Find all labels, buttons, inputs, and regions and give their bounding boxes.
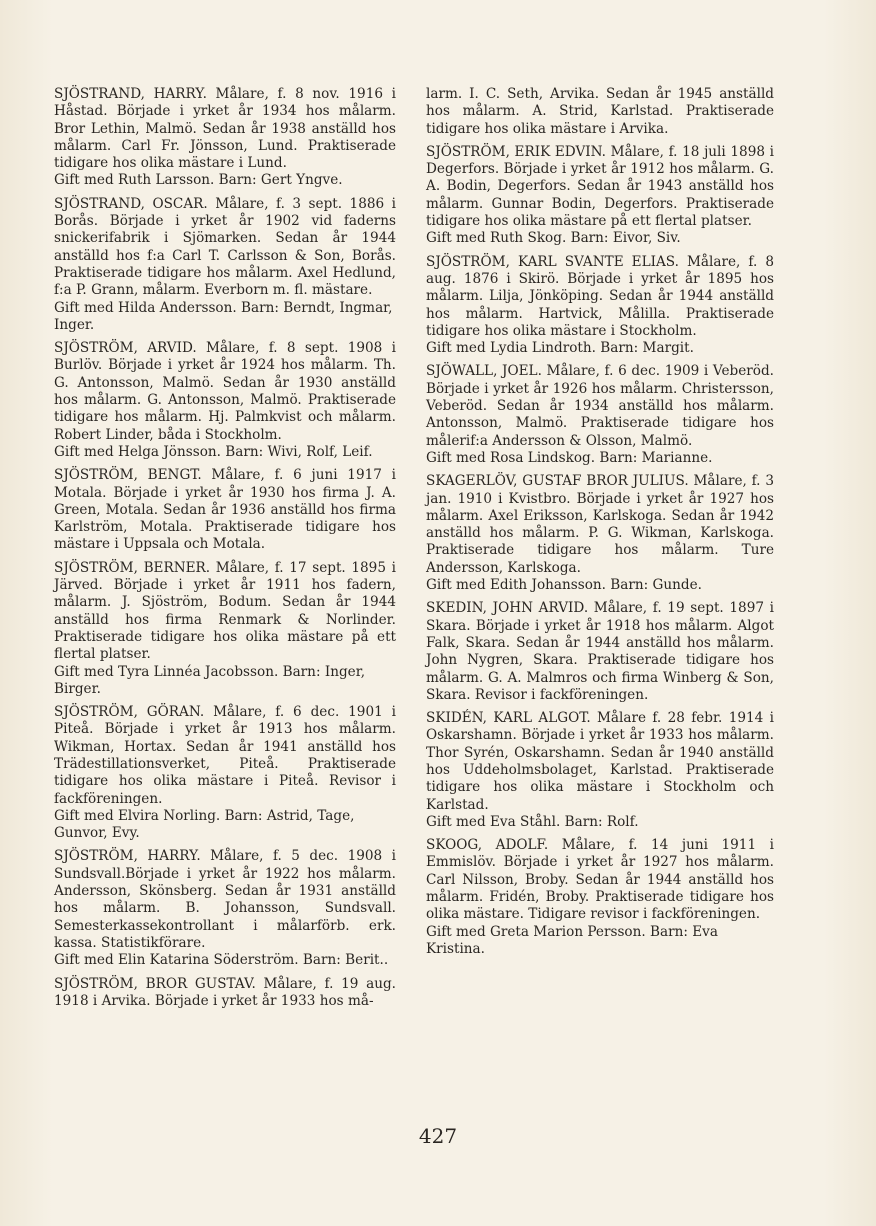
entry [54, 467, 396, 553]
entry-text: larm. I. C. Seth, Arvika. Sedan år 1945 anställd hos målarm. A. Strid, Karlstad. Praktiserade tidigare hos olika mästare i Arvika. [426, 86, 774, 137]
entry-family: Gift med Ruth Larsson. Barn: Gert Yngve. [54, 172, 343, 189]
entry-text: SJÖSTRAND, OSCAR. Målare, f. 3 sept. 1886 i Borås. Började i yrket år 1902 vid faderns snickerifabrik i Sjömarken. Sedan år 1944 anställd hos f:a Carl T. Carlsson & Son, Borås. Praktiserade tidigare hos målarm. Axel Hedlund, f:a P. Grann, målarm. Everborn m. fl. mästare. [54, 195, 396, 299]
entry-family: Gift med Greta Marion Persson. Barn: Eva Kristina. [426, 923, 718, 957]
entry [426, 144, 774, 248]
entry-text: SJÖSTRÖM, HARRY. Målare, f. 5 dec. 1908 i Sundsvall.Började i yrket år 1922 hos målarm. Andersson, Skönsberg. Sedan år 1931 anställd hos målarm. B. Johansson, Sundsvall. Semesterkassekontrollant i målarförb. erk. kassa. Statistikförare. [54, 848, 396, 951]
entry-text: SJÖWALL, JOEL. Målare, f. 6 dec. 1909 i Veberöd. Började i yrket år 1926 hos målarm. Christersson, Veberöd. Sedan år 1934 anställd hos målarm. Antonsson, Malmö. Praktiserade tidigare hos målerif:a Andersson & Olsson, Malmö. [426, 363, 774, 449]
entry-family: Gift med Edith Johansson. Barn: Gunde. [426, 577, 702, 594]
entry [426, 473, 774, 594]
page-number: 427 [418, 1124, 458, 1148]
entry-family: Gift med Eva Ståhl. Barn: Rolf. [426, 813, 639, 830]
entry-text: SJÖSTRAND, HARRY. Målare, f. 8 nov. 1916 i Håstad. Började i yrket år 1934 hos målarm. Bror Lethin, Malmö. Sedan år 1938 anställd hos målarm. Carl Fr. Jönsson, Lund. Praktiserade tidigare hos olika mästare i Lund. [54, 86, 396, 172]
entry-text: SJÖSTRÖM, ARVID. Målare, f. 8 sept. 1908 i Burlöv. Började i yrket år 1924 hos målarm. Th. G. Antonsson, Malmö. Sedan år 1930 anställd hos målarm. G. Antonsson, Malmö. Praktiserade tidigare hos målarm. Hj. Palmkvist och målarm. Robert Linder, båda i Stockholm. [54, 340, 396, 443]
entry [426, 254, 774, 358]
entry-family: Gift med Tyra Linnéa Jacobsson. Barn: Inger, Birger. [54, 663, 366, 697]
entry [426, 710, 774, 831]
entry [54, 86, 396, 190]
entry-text: SJÖSTRÖM, KARL SVANTE ELIAS. Målare, f. 8 aug. 1876 i Skirö. Började i yrket år 1895 hos målarm. Lilja, Jönköping. Sedan år 1944 anställd hos målarm. Hartvick, Målilla. Praktiserade tidigare hos olika mästare i Stockholm. [426, 253, 774, 339]
entry-text: SKIDÉN, KARL ALGOT. Målare f. 28 febr. 1914 i Oskarshamn. Började i yrket år 1933 hos målarm. Thor Syrén, Oskarshamn. Sedan år 1940 anställd hos Uddeholmsbolaget, Karlstad. Praktiserade tidigare hos olika mästare i Stockholm och Karlstad. [426, 710, 774, 813]
entry-text: SJÖSTRÖM, BROR GUSTAV. Målare, f. 19 aug. 1918 i Arvika. Började i yrket år 1933 hos må- [54, 975, 396, 1009]
entry [426, 837, 774, 958]
entry [54, 976, 396, 1011]
entry-family: Gift med Ruth Skog. Barn: Eivor, Siv. [426, 230, 681, 247]
entry-text: SKOOG, ADOLF. Målare, f. 14 juni 1911 i Emmislöv. Började i yrket år 1927 hos målarm. Carl Nilsson, Broby. Sedan år 1944 anställd hos målarm. Fridén, Broby. Praktiserade tidigare hos olika mästare. Tidigare revisor i fackföreningen. [426, 837, 774, 923]
entry-family: Gift med Elin Katarina Söderström. Barn: Berit.. [54, 952, 389, 969]
entry-family: Gift med Lydia Lindroth. Barn: Margit. [426, 340, 694, 357]
entry [54, 560, 396, 698]
entry [54, 340, 396, 461]
left-column [54, 86, 396, 1016]
entry-family: Gift med Hilda Andersson. Barn: Berndt, Ingmar, Inger. [54, 299, 393, 333]
entry-text: SJÖSTRÖM, GÖRAN. Målare, f. 6 dec. 1901 i Piteå. Började i yrket år 1913 hos målarm. Wikman, Hortax. Sedan år 1941 anställd hos Trädestillationsverket, Piteå. Praktiserade tidigare hos olika mästare i Piteå. Revisor i fackföreningen. [54, 704, 396, 807]
entry-text: SKEDIN, JOHN ARVID. Målare, f. 19 sept. 1897 i Skara. Började i yrket år 1918 hos målarm. Algot Falk, Skara. Sedan år 1944 anställd hos målarm. John Nygren, Skara. Praktiserade tidigare hos målarm. G. A. Malmros och firma Winberg & Son, Skara. Revisor i fackföreningen. [426, 600, 774, 703]
entry [426, 363, 774, 467]
entry-family: Gift med Elvira Norling. Barn: Astrid, Tage, Gunvor, Evy. [54, 807, 355, 842]
entry [426, 600, 774, 704]
right-column [426, 86, 774, 964]
entry [54, 196, 396, 334]
entry-text: SKAGERLÖV, GUSTAF BROR JULIUS. Målare, f. 3 jan. 1910 i Kvistbro. Började i yrket år 1927 hos målarm. Axel Eriksson, Karlskoga. Sedan år 1942 anställd hos målarm. P. G. Wikman, Karlskoga. Praktiserade tidigare hos målarm. Ture Andersson, Karlskoga. [426, 473, 774, 576]
entry [426, 86, 774, 138]
entry-text: SJÖSTRÖM, BENGT. Målare, f. 6 juni 1917 i Motala. Började i yrket år 1930 hos firma J. A. Green, Motala. Sedan år 1936 anställd hos firma Karlström, Motala. Praktiserade tidigare hos mästare i Uppsala och Motala. [54, 467, 396, 553]
entry-family: Gift med Helga Jönsson. Barn: Wivi, Rolf, Leif. [54, 443, 373, 460]
entry-text: SJÖSTRÖM, ERIK EDVIN. Målare, f. 18 juli 1898 i Degerfors. Började i yrket år 1912 hos målarm. G. A. Bodin, Degerfors. Sedan år 1943 anställd hos målarm. Gunnar Bodin, Degerfors. Praktiserade tidigare hos olika mästare på ett flertal platser. [426, 143, 774, 230]
entry [54, 848, 396, 969]
entry-family: Gift med Rosa Lindskog. Barn: Marianne. [426, 449, 713, 466]
entry-text: SJÖSTRÖM, BERNER. Målare, f. 17 sept. 1895 i Järved. Började i yrket år 1911 hos fadern, målarm. J. Sjöström, Bodum. Sedan år 1944 anställd hos firma Renmark & Norlinder. Praktiserade tidigare hos olika mästare på ett flertal platser. [54, 559, 396, 663]
entry [54, 704, 396, 842]
